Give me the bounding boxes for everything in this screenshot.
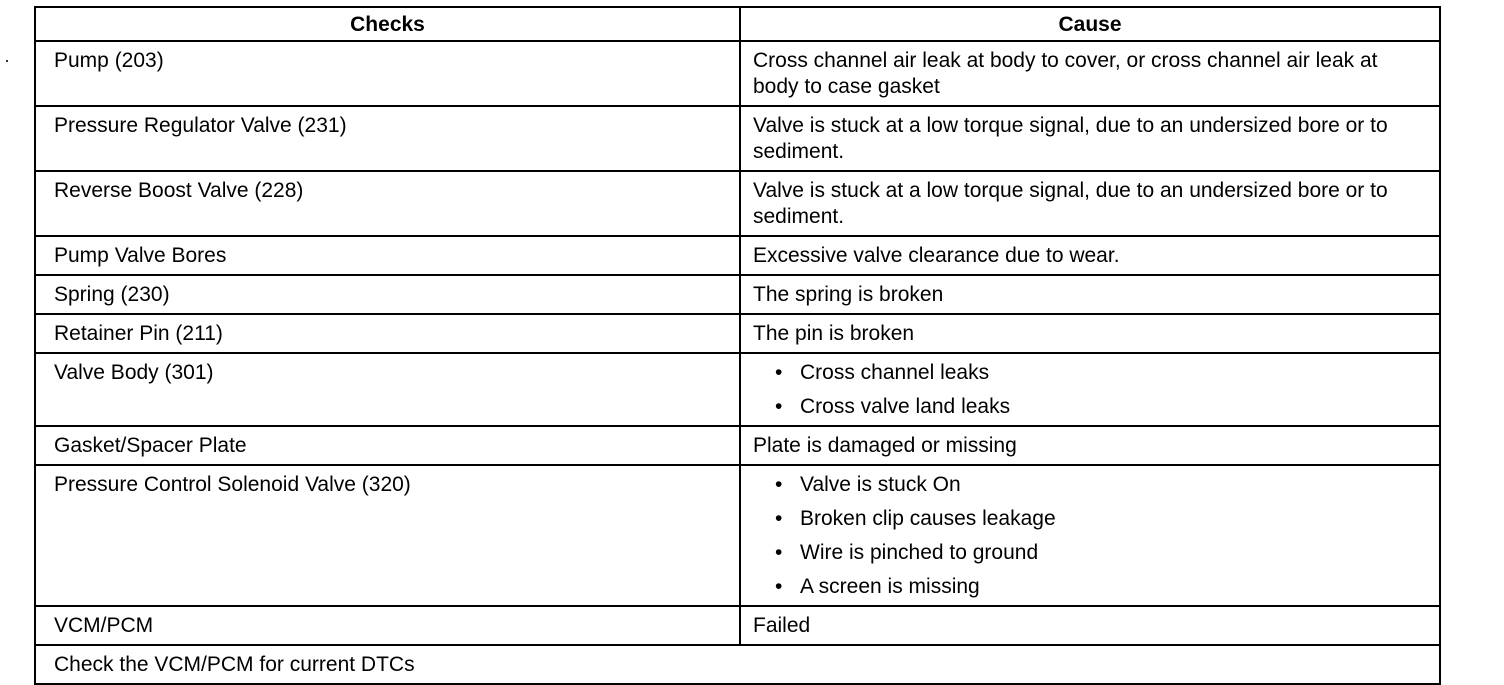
footer-note: Check the VCM/PCM for current DTCs [35,645,1440,684]
check-cell: VCM/PCM [35,606,740,645]
cause-cell: Valve is stuck at a low torque signal, due to an undersized bore or to sediment. [740,106,1440,171]
check-cell: Spring (230) [35,275,740,314]
table-row [35,41,1440,106]
table-row [35,465,1440,606]
check-cell: Pressure Control Solenoid Valve (320) [35,465,740,606]
cause-cell: Plate is damaged or missing [740,426,1440,465]
cause-bullet-list [753,472,1425,600]
bullet-item: • Broken clip causes leakage [775,506,1425,532]
cause-cell: The pin is broken [740,314,1440,353]
bullet-item: • Valve is stuck On [775,472,1425,498]
header-row [35,7,1440,41]
bullet-item: • Wire is pinched to ground [775,540,1425,566]
table-row [35,426,1440,465]
scan-speck [6,60,8,62]
check-cell: Reverse Boost Valve (228) [35,171,740,236]
cause-column-header: Cause [740,7,1440,41]
check-cell: Valve Body (301) [35,353,740,426]
cause-cell: Cross channel air leak at body to cover, or cross channel air leak at body to case gasket [740,41,1440,106]
cause-cell: Failed [740,606,1440,645]
bullet-item: • A screen is missing [775,574,1425,600]
check-cell: Pressure Regulator Valve (231) [35,106,740,171]
cause-cell: Valve is stuck at a low torque signal, due to an undersized bore or to sediment. [740,171,1440,236]
table-row [35,106,1440,171]
cause-cell: The spring is broken [740,275,1440,314]
table-row [35,236,1440,275]
table-row [35,314,1440,353]
table-row [35,171,1440,236]
bullet-item: • Cross channel leaks [775,360,1425,386]
bullet-item: • Cross valve land leaks [775,394,1425,420]
table-row [35,353,1440,426]
table-row [35,275,1440,314]
check-cell: Pump Valve Bores [35,236,740,275]
check-cell: Retainer Pin (211) [35,314,740,353]
document-page [34,6,1439,685]
check-cell: Pump (203) [35,41,740,106]
cause-cell [740,353,1440,426]
check-cell: Gasket/Spacer Plate [35,426,740,465]
cause-cell: Excessive valve clearance due to wear. [740,236,1440,275]
footer-row [35,645,1440,684]
cause-bullet-list [753,360,1425,420]
table-row [35,606,1440,645]
cause-cell [740,465,1440,606]
diagnostic-table [34,6,1441,685]
checks-column-header: Checks [35,7,740,41]
